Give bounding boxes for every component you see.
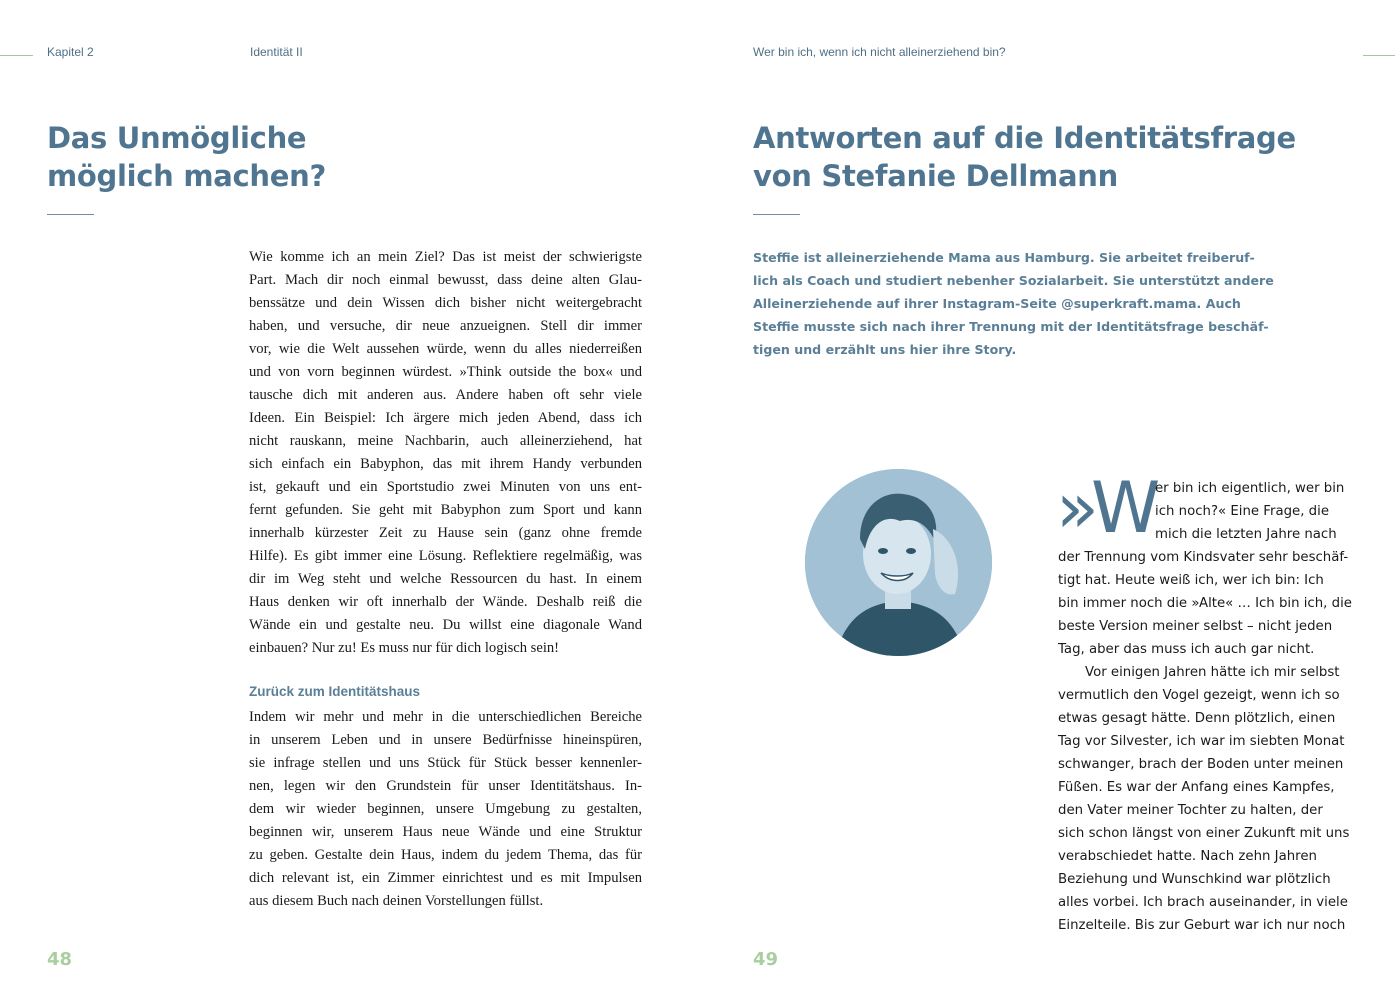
right-title-line-2: von Stefanie Dellmann (753, 159, 1118, 193)
body-line: einbauen? Nur zu! Es muss nur für dich logisch sein! (249, 640, 560, 656)
body-line: haben, und versuche, dir neue anzueignen. Stell dir immer (249, 318, 642, 334)
running-head: Wer bin ich, wenn ich nicht alleinerziehend bin? (753, 45, 1006, 59)
interview-line: er bin ich eigentlich, wer bin (1155, 481, 1345, 496)
interview-text (1058, 477, 1358, 937)
interview-line: den Vater meiner Tochter zu halten, der (1058, 803, 1323, 818)
interview-line: mich die letzten Jahre nach (1155, 527, 1337, 542)
intro-text (753, 246, 1273, 361)
interview-line: Füßen. Es war der Anfang eines Kampfes, (1058, 780, 1335, 795)
subheading: Zurück zum Identitätshaus (249, 684, 421, 699)
interview-line: Vor einigen Jahren hätte ich mir selbst (1085, 665, 1340, 680)
interview-line: vermutlich den Vogel gezeigt, wenn ich so (1058, 688, 1340, 703)
body-line: in unserem Leben und in unsere Bedürfnisse hineinspüren, (249, 732, 642, 748)
left-title-underline (47, 214, 94, 215)
section-label: Identität II (250, 45, 303, 59)
right-edge-rule (1363, 55, 1395, 56)
body-line: benssätze und dein Wissen dich bisher nicht weitergebracht (249, 295, 642, 311)
body-line: Wie komme ich an mein Ziel? Das ist meist der schwierigste (249, 249, 642, 265)
body-line: aus diesem Buch nach deinen Vorstellungen füllst. (249, 893, 544, 909)
left-title-line-1: Das Unmögliche (47, 121, 307, 155)
body-line: Indem wir mehr und mehr in die unterschiedlichen Bereiche (249, 709, 642, 725)
chapter-label: Kapitel 2 (47, 45, 94, 59)
body-line: Haus denken wir oft innerhalb der Wände. Deshalb reiß die (249, 594, 642, 610)
interview-line: verabschiedet hatte. Nach zehn Jahren (1058, 849, 1317, 864)
right-page-title (753, 119, 1296, 195)
body-line: zu geben. Gestalte dein Haus, indem du jedem Thema, das für (249, 847, 642, 863)
portrait-illustration (805, 469, 992, 656)
interview-line: Einzelteile. Bis zur Geburt war ich nur noch (1058, 918, 1346, 933)
interview-line: der Trennung vom Kindsvater sehr beschäf- (1058, 550, 1349, 565)
interview-line: alles vorbei. Ich brach auseinander, in viele (1058, 895, 1348, 910)
interview-line: schwanger, brach der Boden unter meinen (1058, 757, 1344, 772)
interview-line: sich schon längst von einer Zukunft mit uns (1058, 826, 1350, 841)
left-page-number: 48 (47, 949, 73, 970)
drop-cap: »W (1056, 467, 1157, 549)
intro-line: tigen und erzählt uns hier ihre Story. (753, 342, 1017, 357)
right-title-underline (753, 214, 800, 215)
left-body-text (249, 246, 642, 660)
body-line: Part. Mach dir noch einmal bewusst, dass deine alten Glau- (249, 272, 642, 288)
left-body-text-2 (249, 706, 642, 913)
body-line: Ideen. Ein Beispiel: Ich ärgere mich jeden Abend, dass ich (249, 410, 642, 426)
intro-line: Steffie musste sich nach ihrer Trennung mit der Identitätsfrage beschäf- (753, 319, 1269, 334)
body-line: fernt gefunden. Sie geht mit Babyphon zum Sport und kann (249, 502, 642, 518)
interview-line: Tag vor Silvester, ich war im siebten Monat (1058, 734, 1345, 749)
body-line: nicht rauskann, meine Nachbarin, auch alleinerziehend, hat (249, 433, 642, 449)
body-line: und von vorn beginnen würdest. »Think outside the box« und (249, 364, 642, 380)
body-line: sie infrage stellen und uns Stück für Stück besser kennenler- (249, 755, 642, 771)
interview-line: Beziehung und Wunschkind war plötzlich (1058, 872, 1331, 887)
interview-line: tigt hat. Heute weiß ich, wer ich bin: Ich (1058, 573, 1324, 588)
left-edge-rule (0, 55, 33, 56)
interview-line: bin immer noch die »Alte« … Ich bin ich, die (1058, 596, 1352, 611)
portrait-photo (805, 469, 992, 656)
body-line: Hilfe). Es gibt immer eine Lösung. Reflektiere regelmäßig, was (249, 548, 642, 564)
intro-line: Alleinerziehende auf ihrer Instagram-Seite @superkraft.mama. Auch (753, 296, 1241, 311)
body-line: nen, legen wir den Grundstein für unser Identitätshaus. In- (249, 778, 642, 794)
intro-line: lich als Coach und studiert nebenher Sozialarbeit. Sie unterstützt andere (753, 273, 1274, 288)
interview-line: etwas gesagt hätte. Denn plötzlich, einen (1058, 711, 1336, 726)
right-title-line-1: Antworten auf die Identitätsfrage (753, 121, 1296, 155)
body-line: dich relevant ist, ein Zimmer einrichtest und es mit Impulsen (249, 870, 642, 886)
body-line: vor, wie die Welt aussehen würde, wenn du alles niederreißen (249, 341, 642, 357)
interview-line: Tag, aber das muss ich auch gar nicht. (1058, 642, 1315, 657)
body-line: dem wir wieder beginnen, unsere Umgebung zu gestalten, (249, 801, 642, 817)
body-line: beginnen wir, unserem Haus neue Wände und eine Struktur (249, 824, 642, 840)
interview-line: ich noch?« Eine Frage, die (1155, 504, 1329, 519)
body-line: dir im Weg steht und welche Ressourcen du hast. In einem (249, 571, 642, 587)
left-title-line-2: möglich machen? (47, 159, 326, 193)
body-line: innerhalb kürzester Zeit zu Hause sein (ganz ohne fremde (249, 525, 642, 541)
intro-line: Steffie ist alleinerziehende Mama aus Hamburg. Sie arbeitet freiberuf- (753, 250, 1255, 265)
body-line: tausche dich mit anderen aus. Andere haben oft sehr viele (249, 387, 642, 403)
body-line: sich einfach ein Babyphon, das mit ihrem Handy verbunden (249, 456, 642, 472)
left-page-title (47, 119, 326, 195)
interview-line: beste Version meiner selbst – nicht jeden (1058, 619, 1333, 634)
body-line: Wände ein und gestalte neu. Du willst eine diagonale Wand (249, 617, 642, 633)
right-page-number: 49 (753, 949, 779, 970)
body-line: ist, gekauft und ein Sportstudio zwei Minuten von uns ent- (249, 479, 642, 495)
